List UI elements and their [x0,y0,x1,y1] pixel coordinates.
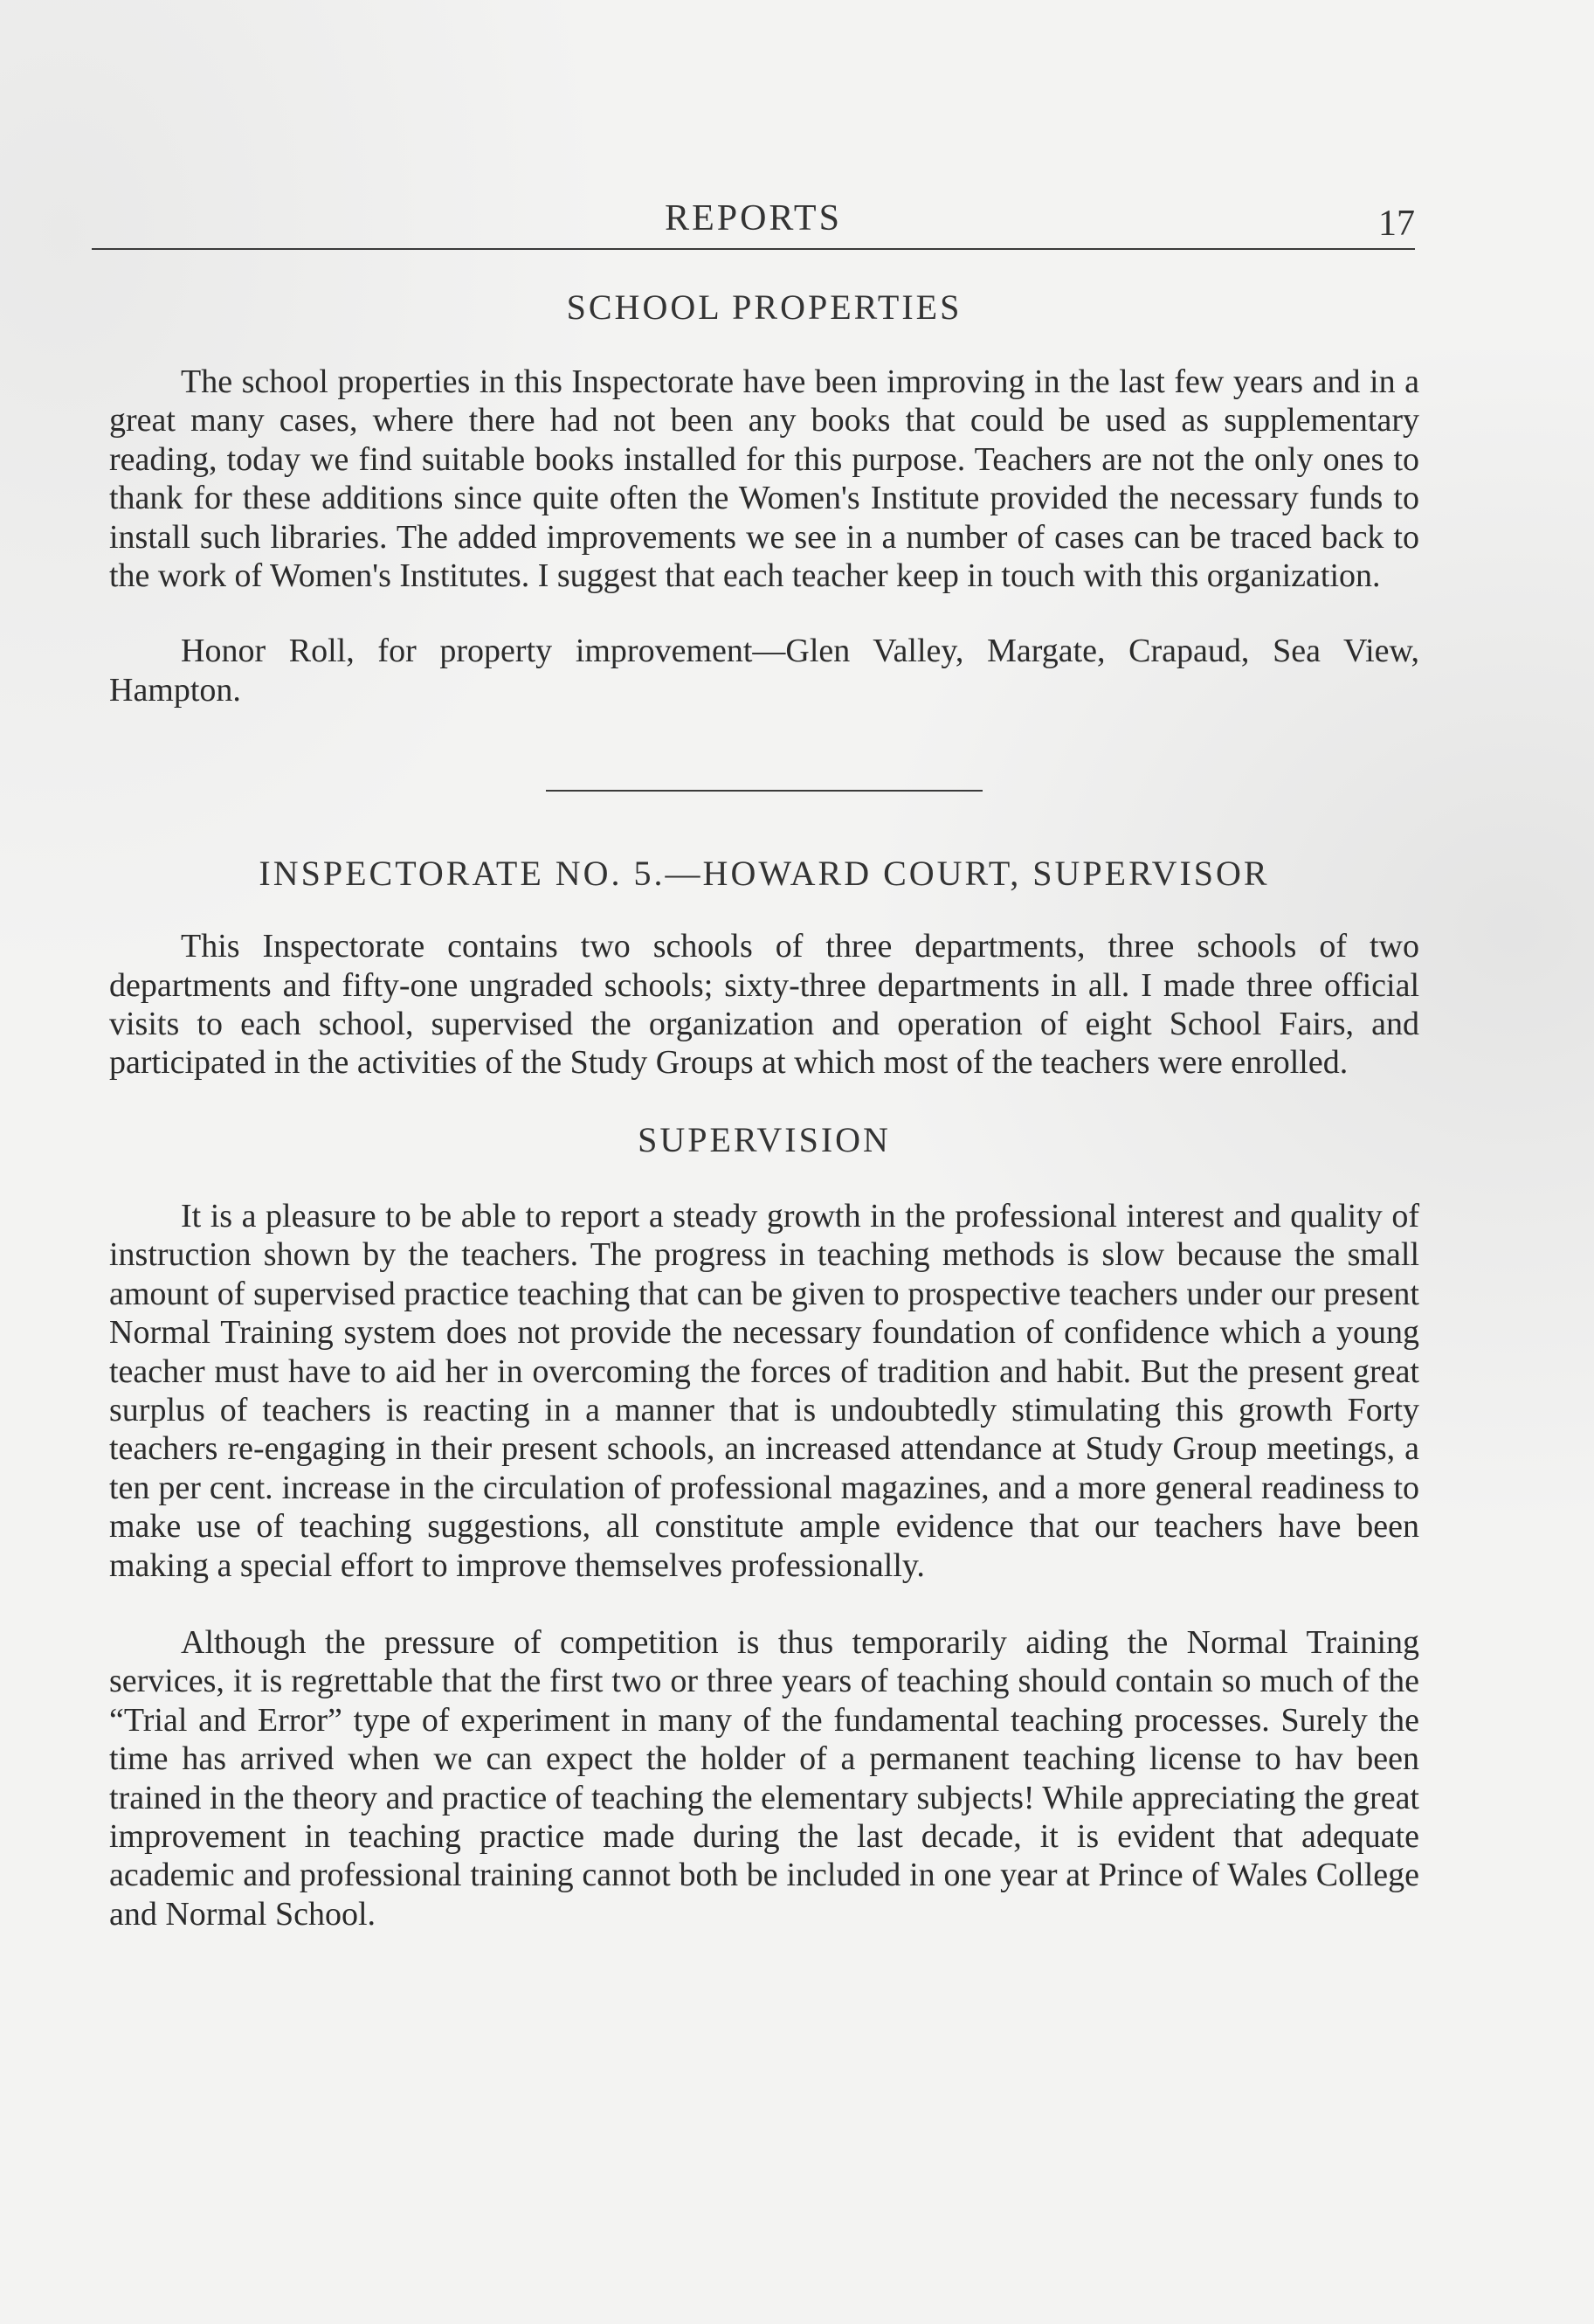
page-content [109,280,1419,1933]
page-header [92,194,1415,250]
paragraph-inspectorate: This Inspectorate contains two schools of three departments, three schools of two departments and fifty-one ungraded schools; sixty-three departments in all. I made three official visits to each school, supervised the organization and operation of eight School Fairs, and participated in the activities of the Study Groups at which most of the teachers were enrolled. [109,928,1419,1082]
page-number: 17 [1378,204,1415,244]
paragraph-school-properties: The school properties in this Inspectorate have been improving in the last few years and in a great many cases, where there had not been any books that could be used as supplementary reading, today we find suitable books installed for this purpose. Teachers are not the only ones to thank for these additions since quite often the Women's Institute provided the necessary funds to install such libraries. The added improvements we see in a number of cases can be traced back to the work of Women's Institutes. I suggest that each teacher keep in touch with this organization. [109,363,1419,595]
running-head: REPORTS [665,198,842,239]
section-heading-school-properties: SCHOOL PROPERTIES [566,287,963,327]
paragraph-honor-roll: Honor Roll, for property improvement—Glen Valley, Margate, Crapaud, Sea View, Hampton. [109,633,1419,709]
paragraph-normal-training: Although the pressure of competition is thus temporarily aiding the Normal Training services, it is regrettable that the first two or three years of teaching should contain so much of the “Trial and Error” type of experiment in many of the fundamental teaching processes. Surely the time has arrived when we can expect the holder of a permanent teaching license to hav been trained in the theory and practice of teaching the elementary subjects! While appreciating the great improvement in teaching practice made during the last decade, it is evident that adequate academic and professional training cannot both be included in one year at Prince of Wales College and Normal School. [109,1623,1419,1933]
section-heading-supervision: SUPERVISION [638,1119,891,1159]
section-divider [546,790,983,792]
paragraph-supervision: It is a pleasure to be able to report a steady growth in the professional interest and quality of instruction shown by the teachers. The progress in teaching methods is slow because the small amount of supervised practice teaching that can be given to prospective teachers under our present Normal Training system does not provide the necessary foundation of confidence which a young teacher must have to aid her in overcoming the forces of tradition and habit. But the present great surplus of teachers is reacting in a manner that is undoubtedly stimulating this growth Forty teachers re-engaging in their present schools, an increased attendance at Study Group meetings, a ten per cent. increase in the circulation of professional magazines, and a more general readiness to make use of teaching suggestions, all constitute ample evidence that our teachers have been making a special effort to improve themselves professionally. [109,1197,1419,1584]
section-heading-inspectorate: INSPECTORATE NO. 5.—HOWARD COURT, SUPERVISOR [259,854,1270,894]
